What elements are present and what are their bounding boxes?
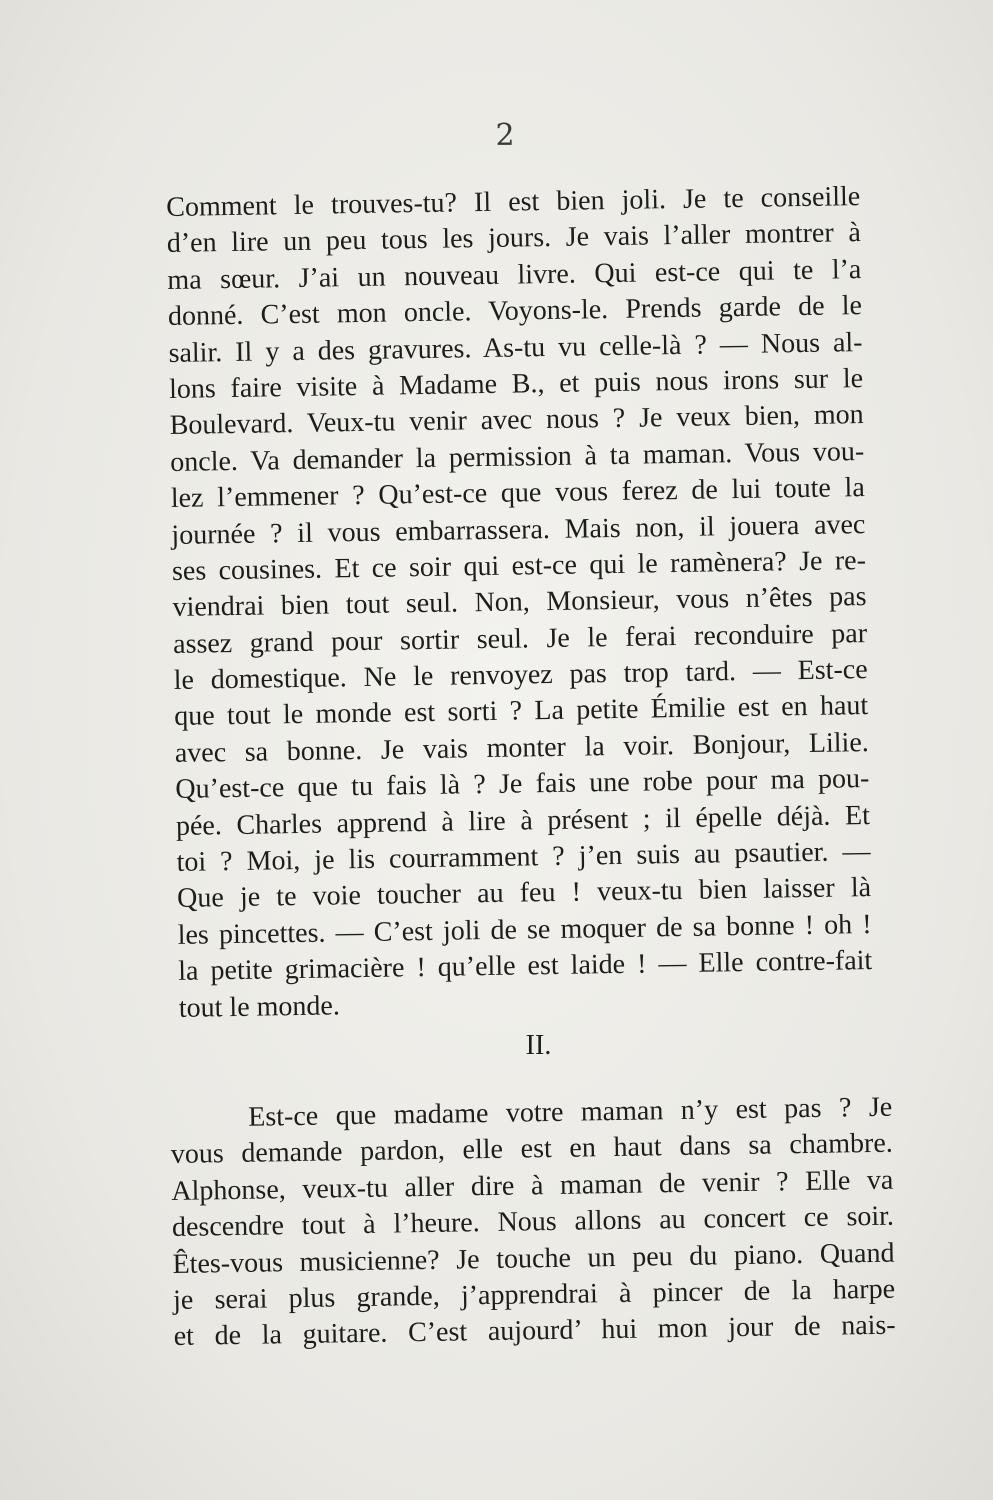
text-line: le domestique. Ne le renvoyez pas trop tard. — Est-ce	[173, 654, 868, 697]
text-line: je serai plus grande, j’apprendrai à pincer de la harpe	[172, 1273, 896, 1316]
text-line: Comment le trouves-tu? Il est bien joli. Je te conseille	[166, 181, 861, 223]
text-line: ses cousines. Et ce soir qui est-ce qui le ramènera? Je re-	[171, 544, 867, 587]
text-line: oncle. Va demander la permission à ta maman. Vous vou-	[170, 435, 865, 478]
section-heading: II.	[525, 1030, 552, 1061]
text-line: lons faire visite à Madame B., et puis nous irons sur le	[168, 363, 864, 405]
text-line: lez l’emmener ? Qu’est-ce que vous ferez de lui toute la	[170, 472, 866, 515]
text-line: assez grand pour sortir seul. Je le ferai reconduire par	[172, 617, 868, 660]
text-line: d’en lire un peu tous les jours. Je vais l’aller montrer à	[166, 217, 862, 260]
paragraph-2	[170, 1090, 896, 1356]
text-line: pée. Charles apprend à lire à présent ; il épelle déjà. Et	[175, 799, 871, 842]
text-line: Que je te voie toucher au feu ! veux-tu bien laisser là	[176, 872, 872, 915]
text-line: descendre tout à l’heure. Nous allons au concert ce soir.	[171, 1200, 895, 1244]
text-line: viendrai bien tout seul. Non, Monsieur, vous n’êtes pas	[172, 581, 867, 624]
text-line: salir. Il y a des gravures. As-tu vu celle-là ? — Nous al-	[168, 326, 863, 369]
text-line: donné. C’est mon oncle. Voyons-le. Prends garde de le	[167, 290, 863, 333]
text-line: avec sa bonne. Je vais monter la voir. Bonjour, Lilie.	[174, 726, 870, 769]
page-number: 2	[495, 118, 515, 153]
text-line: tout le monde.	[178, 989, 341, 1024]
text-line: Boulevard. Veux-tu venir avec nous ? Je veux bien, mon	[169, 399, 864, 442]
text-line: et de la guitare. C’est aujourd’ hui mon jour de nais-	[173, 1309, 896, 1353]
text-line: Qu’est-ce que tu fais là ? Je fais une robe pour ma pou-	[175, 763, 870, 806]
text-line: ma sœur. J’ai un nouveau livre. Qui est-ce qui te l’a	[167, 253, 862, 296]
text-line: Alphonse, veux-tu aller dire à maman de venir ? Elle va	[171, 1164, 894, 1207]
text-line: les pincettes. — C’est joli de se moquer de sa bonne ! oh !	[177, 908, 872, 951]
text-line: que tout le monde est sorti ? La petite Émilie est en haut	[174, 690, 869, 733]
text-line: Est-ce que madame votre maman n’y est pas ? Je	[248, 1091, 893, 1133]
paragraph-1	[166, 179, 873, 1027]
text-line: Êtes-vous musicienne? Je touche un peu du piano. Quand	[172, 1237, 895, 1280]
text-line: toi ? Moi, je lis courramment ? j’en suis au psautier. —	[176, 836, 871, 878]
text-line: vous demande pardon, elle est en haut dans sa chambre.	[170, 1128, 894, 1171]
text-line: la petite grimacière ! qu’elle est laide ! — Elle contre-fait	[178, 945, 873, 988]
text-line: journée ? il vous embarrassera. Mais non, il jouera avec	[171, 508, 866, 551]
